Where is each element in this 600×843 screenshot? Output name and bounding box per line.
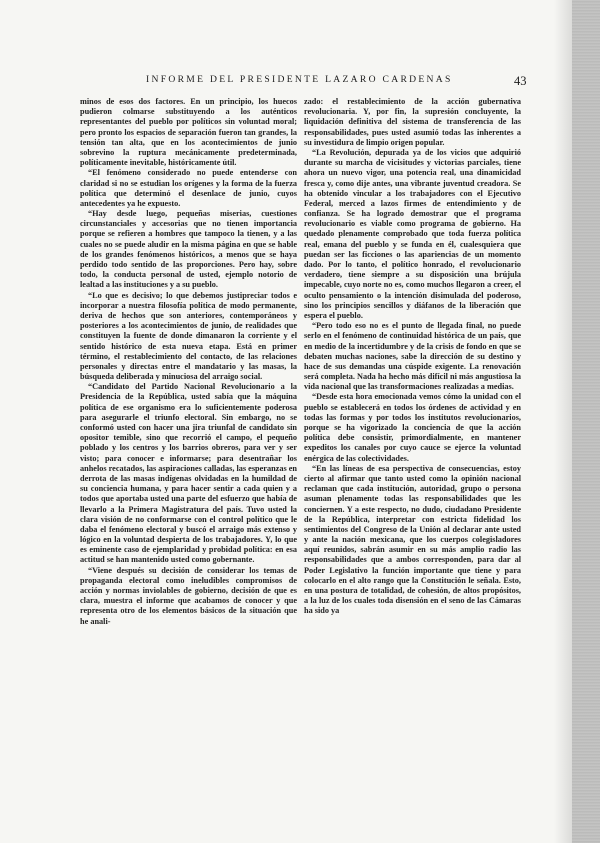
page-number: 43	[514, 74, 527, 88]
paragraph: zado: el restablecimiento de la acción gubernativa revolucionaria. Y, por fin, la supresión concluyente, la liquidación definitiva del sistema de transferencia de las responsabilidades, pues usted asumió todas las inherentes a su investidura de limpio origen popular.	[304, 97, 521, 147]
paragraph: “El fenómeno considerado no puede entenderse con claridad si no se estudian los orígenes y la forma de la fuerza política que determinó el desenlace de junio, cuyos antecedentes ya he expuesto.	[80, 168, 297, 208]
paragraph: “Candidato del Partido Nacional Revolucionario a la Presidencia de la República, usted sabía que la máquina política de ese organismo era lo suficientemente poderosa para asegurarle el triunfo electoral. Sin embargo, no se conformó usted con hacer una jira triunfal de candidato sin opositor temible, sino que recorrió el campo, el pequeño poblado y los centros y los barrios obreros, para ver y ser visto; para conocer e informarse; para desentrañar los anhelos recatados, las aspiraciones calladas, las esperanzas en derrota de las masas indígenas olvidadas en la humildad de su conciencia humana, y para hacer sentir a cada quien y a todos que aportaba usted una parte del esfuerzo que había de llevarlo a la Primera Magistratura del país. Tuvo usted la clara visión de no conformarse con el control político que le daba el fenómeno electoral y buscó el arraigo más extenso y lógico en la voluntad despierta de los trabajadores. Y, lo que es eminente caso de ejemplaridad y probidad política: en esa actitud se han mantenido usted como gobernante.	[80, 382, 297, 565]
book-binding-edge	[572, 0, 600, 843]
paragraph: “La Revolución, depurada ya de los vicios que adquirió durante su marcha de vicisitudes y victorias parciales, tiene ahora un nuevo vigor, una potencia real, una dinamicidad fresca y, como dije antes, una vibrante juventud creadora. Se ha obtenido vincular a los trabajadores con el Ejecutivo Federal, merced a lazos firmes de entendimiento y de confianza. Se ha logrado demostrar que el programa revolucionario es viable como programa de gobierno. Ha quedado plenamente comprobado que toda fuerza política real, emana del pueblo y se funda en él, cualesquiera que puedan ser las ficciones o las apariencias de un momento dado. Por lo tanto, el político honrado, el revolucionario verdadero, tiene siempre a su disposición una brújula impecable, cuyo norte no es, como muchos llegaron a creer, el oculto pensamiento o la intención disimulada del poderoso, sino los principios sencillos y diáfanos de la liberación que espera el pueblo.	[304, 147, 521, 320]
paragraph: “En las líneas de esa perspectiva de consecuencias, estoy cierto al afirmar que tanto usted como la opinión nacional reclaman que cada institución, autoridad, grupo o persona asuman plenamente todas las responsabilidades que les conciernen. Y a este respecto, no dudo, ciudadano Presidente de la República, interpretar con estricta fidelidad los sentimientos del Congreso de la Unión al declarar ante usted y ante la nación mexicana, que los cuerpos colegisladores aquí reunidos, sabrán asumir en su más amplio radio las responsabilidades que a ambos corresponden, para dar al Poder Legislativo la función importante que tiene y para colocarlo en el alto rango que la Constitución le señala. Esto, en una postura de totalidad, de cohesión, de altos propósitos, a la luz de los cuales toda disensión en el seno de las Cámaras ha sido ya	[304, 463, 521, 616]
page-edge-shadow	[554, 0, 572, 843]
paragraph: minos de esos dos factores. En un principio, los huecos pudieron colmarse substituyendo a los auténticos representantes del pueblo por políticos sin voluntad moral; pero pronto los espacios de separación fueron tan grandes, la tensión tan alta, que en los acontecimientos de junio sobrevino la ruptura mecánicamente predeterminada, políticamente inevitable, históricamente útil.	[80, 97, 297, 168]
paragraph: “Desde esta hora emocionada vemos cómo la unidad con el pueblo se establecerá en todos los órdenes de actividad y en todas las formas y por todos los institutos revolucionarios, porque se ha vigorizado la conciencia de que la acción política debe consistir, primordialmente, en mantener expeditos los canales por cuyo cauce se ejerce la voluntad enérgica de las colectividades.	[304, 392, 521, 463]
paragraph: “Lo que es decisivo; lo que debemos justipreciar todos e incorporar a nuestra filosofía política de modo permanente, deriva de hechos que son anteriores, contemporáneos y posteriores a los acontecimientos de junio, de realidades que constituyen la fuente de donde dimanaron la corriente y el sentido histórico de esta nueva etapa. Está en primer término, el restablecimiento del contacto, de las relaciones personales y directas entre el mandatario y las masas, la búsqueda deliberada y minuciosa del arraigo social.	[80, 290, 297, 382]
paragraph: “Viene después su decisión de considerar los temas de propaganda electoral como ineludibles compromisos de acción y normas inviolables de gobierno, decisión de que es clara, muestra el informe que acabamos de conocer y que representa otro de los elementos básicos de la situación que he anali-	[80, 565, 297, 626]
running-header: INFORME DEL PRESIDENTE LAZARO CARDENAS	[146, 74, 453, 85]
right-column	[304, 97, 521, 797]
paragraph: “Pero todo eso no es el punto de llegada final, no puede serlo en el fenómeno de continuidad histórica de un país, que en medio de la incertidumbre y de la crisis de fondo en que se debaten muchas naciones, sabe la dirección de su destino y hace de sus demandas una cúspide exigente. La renovación será completa. Nada ha hecho más difícil ni más angustiosa la vida nacional que las transformaciones realizadas a medias.	[304, 321, 521, 392]
left-column	[80, 97, 297, 797]
paragraph: “Hay desde luego, pequeñas miserias, cuestiones circunstanciales y accesorias que no tienen importancia porque se refieren a hombres que tampoco la tienen, y a las cuales no se puede aludir en la misma página en que se hable de los grandes fenómenos históricos, a menos que se haya perdido todo sentido de las proporciones. Pero hay, sobre todo, la conducta personal de usted, ejemplo notorio de lealtad a las instituciones y a su pueblo.	[80, 209, 297, 290]
